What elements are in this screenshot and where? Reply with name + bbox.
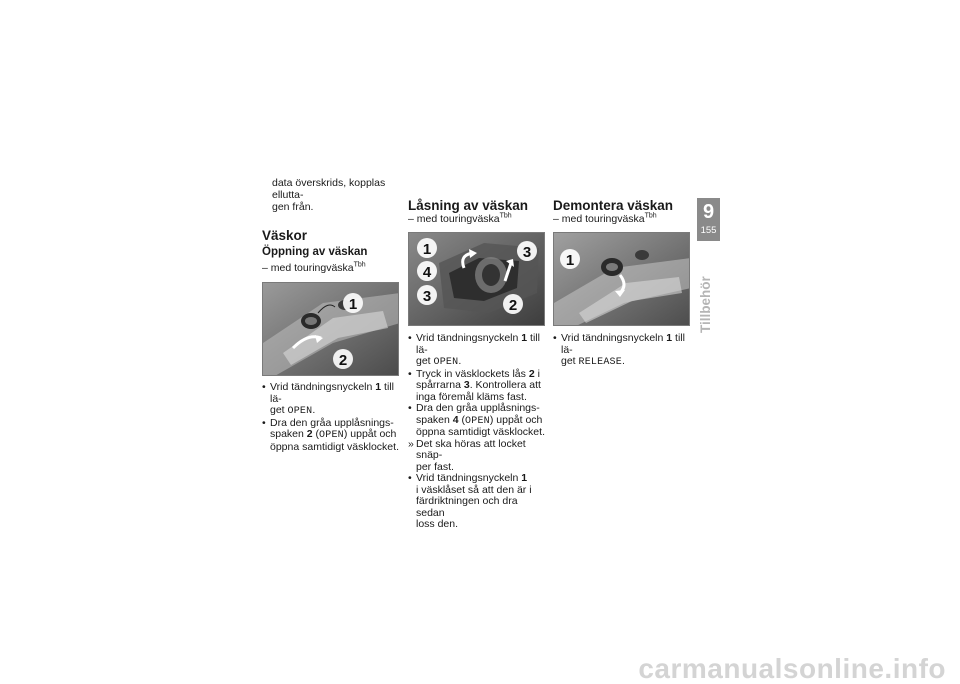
step-item: • Vrid tändningsnyckeln 1 i väsklåset så att den är i färdriktningen och dra sedan loss den. bbox=[408, 472, 532, 530]
chapter-label: Tillbehör bbox=[698, 276, 713, 333]
callout-1: 1 bbox=[348, 296, 358, 313]
chapter-tab bbox=[697, 198, 720, 241]
figure-removing-case bbox=[553, 232, 690, 326]
page-number: 155 bbox=[700, 225, 717, 236]
step-result: » Det ska höras att locket snäp- per fast. bbox=[408, 437, 526, 473]
steps-list bbox=[408, 333, 546, 531]
section-title-vaskor: Väskor bbox=[262, 228, 308, 243]
callout-3: 3 bbox=[422, 288, 432, 305]
figure-opening-case bbox=[262, 282, 399, 376]
section-title-demontera: Demontera väskan bbox=[553, 198, 674, 213]
callout-3: 3 bbox=[522, 244, 532, 261]
step-item: • Vrid tändningsnyckeln 1 till lä- get OPEN. bbox=[408, 332, 540, 368]
callout-2: 2 bbox=[508, 297, 518, 314]
step-item: • Vrid tändningsnyckeln 1 till lä- get RELEASE. bbox=[553, 332, 685, 368]
steps-list bbox=[262, 382, 400, 453]
subsection-title-oppning: Öppning av väskan bbox=[262, 246, 368, 258]
step-item: • Dra den gråa upplåsnings- spaken 2 (OPEN) uppåt och öppna samtidigt väsklocket. bbox=[262, 416, 399, 453]
callout-2: 2 bbox=[338, 352, 348, 369]
variant-note: – med touringväska$^{Tbh}$ bbox=[262, 261, 366, 274]
chapter-number: 9 bbox=[702, 201, 715, 223]
steps-list bbox=[553, 333, 691, 369]
step-item: • Vrid tändningsnyckeln 1 till lä- get OPEN. bbox=[262, 381, 394, 417]
section-title-lasning: Låsning av väskan bbox=[408, 198, 529, 213]
watermark: carmanualsonline.info bbox=[638, 653, 946, 684]
figure-locking-case bbox=[408, 232, 545, 326]
callout-4: 4 bbox=[422, 264, 432, 281]
step-item: • Tryck in väsklockets lås 2 i spårrarna 3. Kontrollera att inga föremål kläms fast. bbox=[408, 367, 541, 403]
variant-note: – med touringväska$^{Tbh}$ bbox=[408, 212, 512, 225]
step-item: • Dra den gråa upplåsnings- spaken 4 (OPEN) uppåt och öppna samtidigt väsklocket. bbox=[408, 402, 545, 438]
intro-text: data överskrids, kopplas ellutta- gen från. bbox=[272, 177, 386, 213]
callout-1: 1 bbox=[565, 252, 575, 269]
callout-1: 1 bbox=[422, 241, 432, 258]
variant-note: – med touringväska$^{Tbh}$ bbox=[553, 212, 657, 225]
